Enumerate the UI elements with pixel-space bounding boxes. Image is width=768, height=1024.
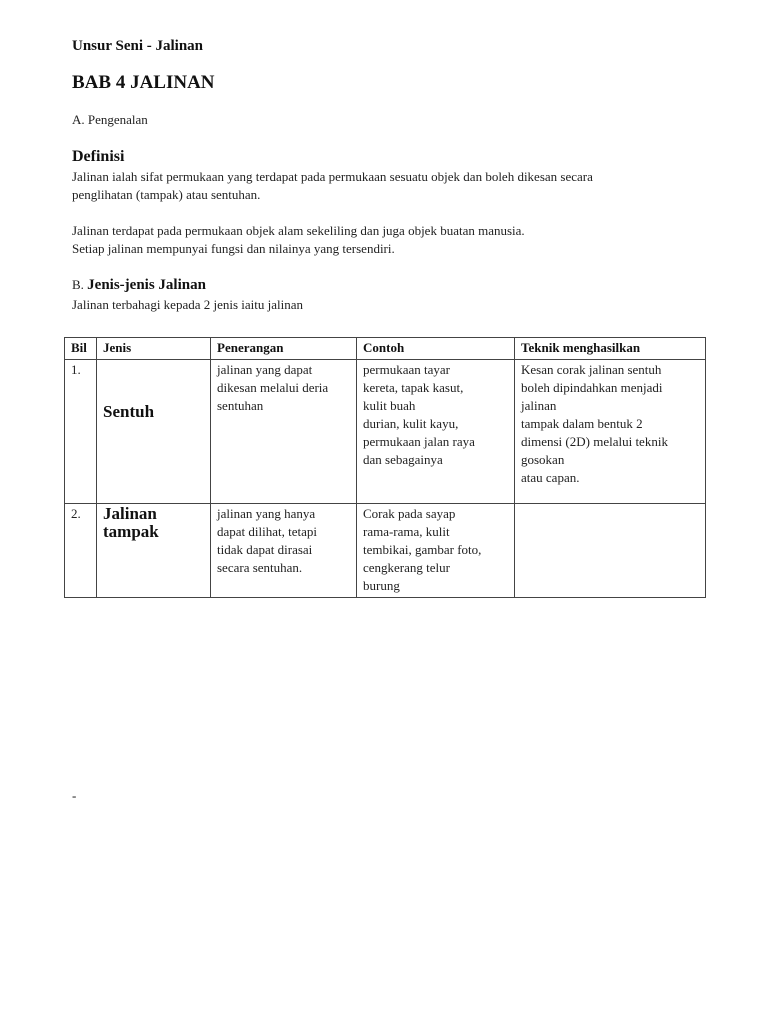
row2-bil: 2. bbox=[65, 504, 97, 598]
row2-penerangan-line: dapat dilihat, tetapi bbox=[217, 524, 317, 539]
row1-teknik-line: boleh dipindahkan menjadi bbox=[521, 380, 663, 395]
row1-bil: 1. bbox=[65, 360, 97, 504]
row1-jenis-label: Sentuh bbox=[103, 402, 155, 421]
section-b-intro: Jalinan terbahagi kepada 2 jenis iaitu jalinan bbox=[72, 297, 304, 312]
row2-penerangan-line: tidak dapat dirasai bbox=[217, 542, 313, 557]
row2-jenis-line: Jalinan bbox=[103, 504, 157, 523]
row1-teknik-line: gosokan bbox=[521, 452, 565, 467]
row1-penerangan-line: sentuhan bbox=[217, 398, 264, 413]
row1-contoh-line: kulit buah bbox=[363, 398, 416, 413]
row1-teknik-line: atau capan. bbox=[521, 470, 580, 485]
row1-contoh-line: permukaan tayar bbox=[363, 362, 450, 377]
header-contoh: Contoh bbox=[357, 338, 515, 360]
row1-teknik-line: tampak dalam bentuk 2 bbox=[521, 416, 643, 431]
row2-contoh-line: rama-rama, kulit bbox=[363, 524, 450, 539]
jenis-jalinan-table bbox=[64, 337, 706, 598]
section-a-heading: A. Pengenalan bbox=[72, 112, 148, 127]
row2-contoh-line: tembikai, gambar foto, bbox=[363, 542, 482, 557]
row1-teknik-line: Kesan corak jalinan sentuh bbox=[521, 362, 662, 377]
row2-penerangan-line: jalinan yang hanya bbox=[217, 506, 316, 521]
row1-contoh-line: permukaan jalan raya bbox=[363, 434, 475, 449]
row2-contoh-line: burung bbox=[363, 578, 400, 593]
row1-penerangan-line: jalinan yang dapat bbox=[217, 362, 313, 377]
header-penerangan: Penerangan bbox=[211, 338, 357, 360]
row1-contoh-line: kereta, tapak kasut, bbox=[363, 380, 464, 395]
row2-contoh-line: Corak pada sayap bbox=[363, 506, 456, 521]
definisi-heading: Definisi bbox=[72, 148, 125, 165]
chapter-title: BAB 4 JALINAN bbox=[72, 72, 215, 93]
table-row bbox=[65, 504, 706, 598]
section-b-heading bbox=[72, 277, 206, 294]
row1-penerangan bbox=[211, 360, 357, 504]
row2-penerangan bbox=[211, 504, 357, 598]
row2-teknik bbox=[515, 504, 706, 598]
row1-contoh-line: dan sebagainya bbox=[363, 452, 443, 467]
table-row bbox=[65, 360, 706, 504]
row1-penerangan-line: dikesan melalui deria bbox=[217, 380, 329, 395]
row2-contoh bbox=[357, 504, 515, 598]
row1-contoh bbox=[357, 360, 515, 504]
definisi-line-2: penglihatan (tampak) atau sentuhan. bbox=[72, 187, 261, 202]
row2-penerangan-line: secara sentuhan. bbox=[217, 560, 303, 575]
footer-dash: - bbox=[72, 788, 77, 803]
definisi-line-1: Jalinan ialah sifat permukaan yang terdapat pada permukaan sesuatu objek dan boleh dikesan secara bbox=[72, 169, 593, 184]
section-b-title: Jenis-jenis Jalinan bbox=[87, 277, 206, 293]
header-bil: Bil bbox=[65, 338, 97, 360]
row1-teknik bbox=[515, 360, 706, 504]
definisi-line-4: Setiap jalinan mempunyai fungsi dan nilainya yang tersendiri. bbox=[72, 241, 395, 256]
row1-teknik-line: dimensi (2D) melalui teknik bbox=[521, 434, 668, 449]
row1-jenis bbox=[97, 360, 211, 504]
row1-teknik-line: jalinan bbox=[521, 398, 557, 413]
row2-jenis bbox=[97, 504, 211, 598]
row2-contoh-line: cengkerang telur bbox=[363, 560, 450, 575]
row2-jenis-line: tampak bbox=[103, 522, 159, 541]
header-jenis: Jenis bbox=[97, 338, 211, 360]
header-teknik: Teknik menghasilkan bbox=[515, 338, 706, 360]
row1-contoh-line: durian, kulit kayu, bbox=[363, 416, 459, 431]
table-header-row bbox=[65, 338, 706, 360]
document-header-title: Unsur Seni - Jalinan bbox=[72, 38, 204, 54]
definisi-line-3: Jalinan terdapat pada permukaan objek alam sekeliling dan juga objek buatan manusia. bbox=[72, 223, 525, 238]
section-b-prefix: B. bbox=[72, 277, 84, 292]
